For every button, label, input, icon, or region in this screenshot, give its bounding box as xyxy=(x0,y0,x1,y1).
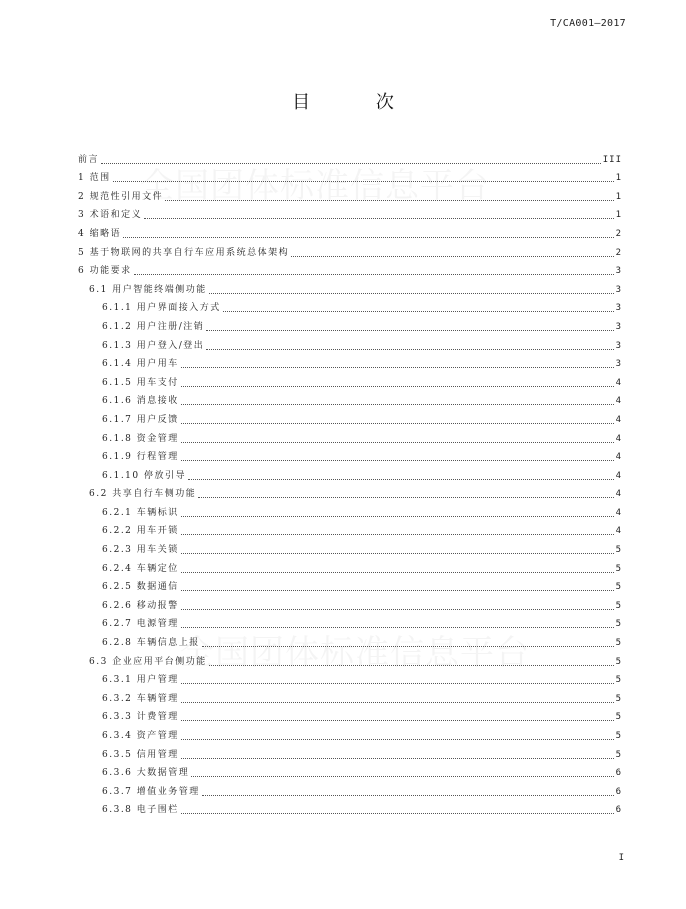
toc-entry[interactable] xyxy=(78,741,622,760)
toc-entry-number: 6.1.7 xyxy=(102,414,137,425)
toc-entry-title: 功能要求 xyxy=(89,266,132,277)
toc-entry-page: 3 xyxy=(615,359,622,370)
toc-entry[interactable] xyxy=(78,165,622,184)
toc-entry-number: 6.1.10 xyxy=(102,470,144,481)
toc-entry[interactable] xyxy=(78,258,622,277)
dot-leader xyxy=(198,497,613,498)
dot-leader xyxy=(206,330,613,331)
toc-entry-number: 6.1.6 xyxy=(102,396,137,407)
toc-entry-title: 用车开锁 xyxy=(136,526,179,537)
toc-entry-page: 5 xyxy=(615,731,622,741)
toc-entry[interactable] xyxy=(78,146,622,165)
toc-entry-number: 6.3.8 xyxy=(102,805,137,816)
dot-leader xyxy=(181,404,614,405)
toc-entry-page: 3 xyxy=(615,340,622,351)
toc-entry-title: 增值业务管理 xyxy=(136,786,200,797)
toc-entry-title: 车辆定位 xyxy=(136,563,179,574)
dot-leader xyxy=(181,758,614,759)
toc-entry[interactable] xyxy=(78,425,622,444)
toc-entry-number: 6.3.3 xyxy=(102,712,137,723)
toc-entry[interactable] xyxy=(78,797,622,816)
toc-entry-title: 行程管理 xyxy=(136,452,179,463)
toc-entry-title: 基于物联网的共享自行车应用系统总体架构 xyxy=(89,247,290,258)
dot-leader xyxy=(181,627,614,628)
toc-entry[interactable] xyxy=(78,778,622,797)
toc-entry-page: 4 xyxy=(615,414,622,425)
toc-entry-number: 6.2.7 xyxy=(102,619,137,630)
dot-leader xyxy=(188,479,614,480)
toc-entry-title: 用车关锁 xyxy=(136,545,179,556)
toc-entry[interactable] xyxy=(78,574,622,593)
toc-entry[interactable] xyxy=(78,295,622,314)
toc-entry-title: 用户反馈 xyxy=(136,414,179,425)
dot-leader xyxy=(181,553,614,554)
dot-leader xyxy=(206,349,613,350)
toc-entry[interactable] xyxy=(78,239,622,258)
toc-entry[interactable] xyxy=(78,722,622,741)
toc-entry-number: 6.3.5 xyxy=(102,749,137,760)
toc-entry-page: 2 xyxy=(615,228,622,239)
toc-entry[interactable] xyxy=(78,592,622,611)
toc-entry-title: 车辆信息上报 xyxy=(136,638,200,649)
dot-leader xyxy=(181,739,614,740)
toc-entry-page: 4 xyxy=(615,470,622,481)
dot-leader xyxy=(181,460,614,461)
dot-leader xyxy=(181,683,614,684)
toc-entry[interactable] xyxy=(78,481,622,500)
toc-entry-title: 规范性引用文件 xyxy=(89,191,164,202)
toc-entry-page: 5 xyxy=(615,582,622,593)
toc-entry-number: 6.1.9 xyxy=(102,452,137,463)
toc-entry-page: 5 xyxy=(615,638,622,649)
toc-entry-title: 用户注册/注销 xyxy=(136,321,205,332)
toc-entry-page: III xyxy=(602,154,622,165)
toc-entry-page: 5 xyxy=(615,619,622,630)
toc-entry-title: 消息接收 xyxy=(136,396,179,407)
toc-entry[interactable] xyxy=(78,685,622,704)
dot-leader xyxy=(181,702,614,703)
toc-entry[interactable] xyxy=(78,648,622,667)
toc-entry-title: 电子围栏 xyxy=(136,805,179,816)
dot-leader xyxy=(181,423,614,424)
toc-entry-number: 6.2.2 xyxy=(102,526,137,537)
dot-leader xyxy=(101,163,601,164)
toc-entry-number: 6.3.1 xyxy=(102,675,137,686)
toc-entry-number: 6.1.8 xyxy=(102,433,137,444)
toc-entry-page: 1 xyxy=(615,191,622,202)
toc-entry-page: 3 xyxy=(615,284,622,295)
toc-entry[interactable] xyxy=(78,220,622,239)
toc-entry-title: 范围 xyxy=(89,173,111,184)
toc-entry-title: 车辆标识 xyxy=(136,507,179,518)
toc-entry-page: 3 xyxy=(615,303,622,314)
toc-entry-page: 4 xyxy=(615,526,622,537)
toc-entry-number: 6.3.4 xyxy=(102,731,137,741)
toc-entry-page: 5 xyxy=(615,693,622,704)
toc-entry-title: 大数据管理 xyxy=(136,768,190,779)
toc-entry[interactable] xyxy=(78,351,622,370)
toc-entry-page: 4 xyxy=(615,433,622,444)
toc-entry-number: 6.1 xyxy=(89,284,113,295)
dot-leader xyxy=(181,367,614,368)
dot-leader xyxy=(181,442,614,443)
toc-entry-title: 用户登入/登出 xyxy=(136,340,205,351)
dot-leader xyxy=(209,293,614,294)
dot-leader xyxy=(291,256,613,257)
toc-entry-title: 信用管理 xyxy=(136,749,179,760)
toc-entry[interactable] xyxy=(78,406,622,425)
toc-entry[interactable] xyxy=(78,332,622,351)
toc-entry-number: 6.2.4 xyxy=(102,563,137,574)
toc-entry-number: 6.1.4 xyxy=(102,359,137,370)
toc-entry-page: 6 xyxy=(615,805,622,816)
toc-entry-page: 5 xyxy=(615,712,622,723)
toc-entry-title: 计费管理 xyxy=(136,712,179,723)
toc-entry[interactable] xyxy=(78,704,622,723)
toc-entry-title: 用户界面接入方式 xyxy=(136,303,221,314)
toc-entry-page: 5 xyxy=(615,749,622,760)
toc-entry-page: 4 xyxy=(615,507,622,518)
toc-entry-title: 电源管理 xyxy=(136,619,179,630)
toc-entry[interactable] xyxy=(78,388,622,407)
dot-leader xyxy=(123,237,613,238)
toc-entry[interactable] xyxy=(78,202,622,221)
toc-entry-page: 5 xyxy=(615,656,622,667)
toc-title: 目 次 xyxy=(292,92,424,113)
toc-entry-page: 2 xyxy=(615,247,622,258)
dot-leader xyxy=(202,795,614,796)
toc-entry-page: 3 xyxy=(615,321,622,332)
toc-entry-number: 6.2.1 xyxy=(102,507,137,518)
toc-entry[interactable] xyxy=(78,499,622,518)
toc-entry-title: 用车支付 xyxy=(136,377,179,388)
dot-leader xyxy=(181,516,614,517)
toc-entry-number: 6.3 xyxy=(89,656,113,667)
toc-entry-title: 移动报警 xyxy=(136,600,179,611)
toc-entry[interactable] xyxy=(78,611,622,630)
toc-entry-page: 5 xyxy=(615,675,622,686)
dot-leader xyxy=(181,609,614,610)
toc-entry[interactable] xyxy=(78,536,622,555)
dot-leader xyxy=(181,572,614,573)
toc-entry-title: 车辆管理 xyxy=(136,693,179,704)
toc-entry[interactable] xyxy=(78,629,622,648)
toc-entry[interactable] xyxy=(78,444,622,463)
toc-entry-page: 4 xyxy=(615,489,622,500)
dot-leader xyxy=(181,590,614,591)
toc-entry-number: 1 xyxy=(78,173,90,184)
dot-leader xyxy=(223,311,614,312)
toc-entry-title: 资产管理 xyxy=(136,731,179,741)
toc-entry-number: 6.2.6 xyxy=(102,600,137,611)
toc-entry-page: 6 xyxy=(615,768,622,779)
toc-entry-page: 5 xyxy=(615,545,622,556)
toc-entry-number: 6.3.2 xyxy=(102,693,137,704)
toc-entry[interactable] xyxy=(78,369,622,388)
dot-leader xyxy=(165,200,613,201)
toc-entry-title: 资金管理 xyxy=(136,433,179,444)
toc-entry-title: 缩略语 xyxy=(89,228,122,239)
toc-entry-number: 6.1.2 xyxy=(102,321,137,332)
toc-entry[interactable] xyxy=(78,518,622,537)
toc-entry-title: 企业应用平台侧功能 xyxy=(112,656,207,667)
toc-entry-title: 术语和定义 xyxy=(89,210,143,221)
table-of-contents xyxy=(78,146,622,815)
toc-entry-number: 6.3.6 xyxy=(102,768,137,779)
toc-entry-title: 用户管理 xyxy=(136,675,179,686)
dot-leader xyxy=(209,665,614,666)
toc-entry-number: 6.1.1 xyxy=(102,303,137,314)
toc-entry-number: 6.3.7 xyxy=(102,786,137,797)
toc-entry[interactable] xyxy=(78,760,622,779)
toc-entry-title: 用户智能终端侧功能 xyxy=(112,284,207,295)
toc-entry-number: 6.1.3 xyxy=(102,340,137,351)
toc-entry-page: 6 xyxy=(615,786,622,797)
toc-entry-number: 6.2 xyxy=(89,489,113,500)
toc-entry-page: 3 xyxy=(615,266,622,277)
toc-entry-number: 6.2.5 xyxy=(102,582,137,593)
dot-leader xyxy=(202,646,614,647)
toc-entry-title: 停放引导 xyxy=(144,470,187,481)
toc-entry[interactable] xyxy=(78,667,622,686)
dot-leader xyxy=(113,181,614,182)
toc-entry-number: 6.2.3 xyxy=(102,545,137,556)
toc-entry-page: 4 xyxy=(615,396,622,407)
toc-entry-page: 4 xyxy=(615,377,622,388)
dot-leader xyxy=(181,813,614,814)
toc-entry-title: 用户用车 xyxy=(136,359,179,370)
dot-leader xyxy=(181,720,614,721)
toc-entry-title: 数据通信 xyxy=(136,582,179,593)
toc-entry[interactable] xyxy=(78,183,622,202)
standard-code: T/CA001—2017 xyxy=(550,18,626,29)
dot-leader xyxy=(134,274,614,275)
toc-entry[interactable] xyxy=(78,555,622,574)
toc-entry-title: 前言 xyxy=(78,154,100,165)
dot-leader xyxy=(144,218,613,219)
toc-entry[interactable] xyxy=(78,313,622,332)
toc-entry[interactable] xyxy=(78,462,622,481)
dot-leader xyxy=(191,776,613,777)
toc-entry-number: 2 xyxy=(78,191,90,202)
dot-leader xyxy=(181,386,614,387)
toc-entry-page: 1 xyxy=(615,173,622,184)
toc-entry-number: 5 xyxy=(78,247,90,258)
toc-entry-title: 共享自行车侧功能 xyxy=(112,489,197,500)
toc-entry[interactable] xyxy=(78,276,622,295)
toc-entry-page: 5 xyxy=(615,563,622,574)
page-folio: I xyxy=(618,853,624,863)
toc-entry-number: 3 xyxy=(78,210,90,221)
toc-entry-page: 4 xyxy=(615,452,622,463)
toc-entry-number: 6.2.8 xyxy=(102,638,137,649)
toc-entry-page: 5 xyxy=(615,600,622,611)
dot-leader xyxy=(181,534,614,535)
toc-entry-number: 6 xyxy=(78,266,90,277)
toc-entry-number: 4 xyxy=(78,228,90,239)
toc-entry-number: 6.1.5 xyxy=(102,377,137,388)
toc-entry-page: 1 xyxy=(615,210,622,221)
